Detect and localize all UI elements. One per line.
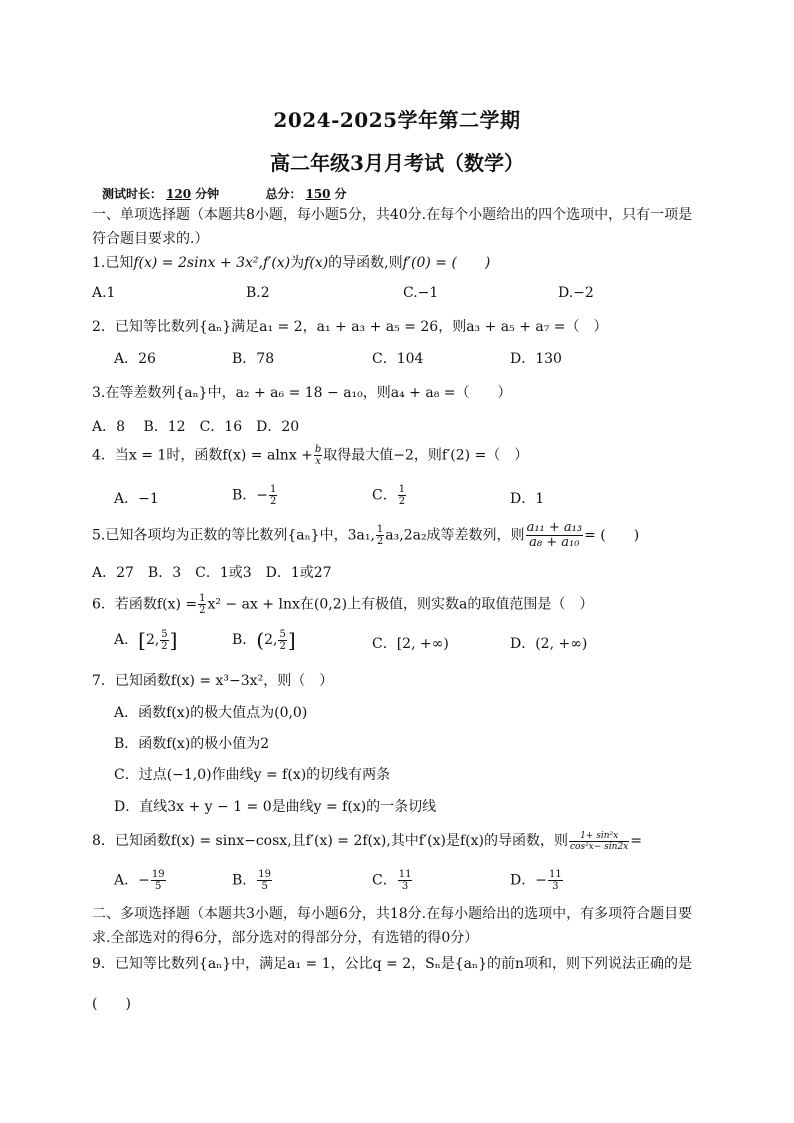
q8-option-d: D．− $\frac{11}{3}$ [510,869,562,892]
q1-option-c: C.−1 [403,285,439,301]
q3-options: A．8 B．12 C．16 D．20 [92,419,300,435]
q8-option-c: C． $\frac{11}{3}$ [372,869,412,892]
question-2: 2．已知等比数列{aₙ}满足a₁ = 2，a₁ + a₃ + a₅ = 26，则a₃ + a₅ + a₇ =（ ） [92,319,608,335]
question-7: 7．已知函数f(x) = x³−3x²，则（ ） [92,673,334,689]
q7-option-b: B．函数f(x)的极小值为2 [114,736,270,752]
question-1: 1.已知f(x) = 2sinx + 3x²,f′(x)为f(x)的导函数,则f′(0) = ( ) [92,255,491,271]
q2-option-a: A．26 [114,351,156,367]
score-label: 总分： [265,187,302,201]
score-unit: 分 [334,187,347,201]
q4-option-b: B．− $\frac{1}{2}$ [232,484,277,507]
q5-options: A．27 B．3 C．1或3 D．1或27 [92,565,332,581]
q4-option-a: A．−1 [114,491,159,507]
question-4: 4．当x = 1时，函数f(x) = alnx + $\frac{b}{x}$ 取得最大值−2，则f′(2) =（ ） [92,444,529,467]
score-value: 150 [305,187,331,201]
section1-heading: 一、单项选择题（本题共8小题，每小题5分，共40分.在每个小题给出的四个选项中，只有一项是符合题目要求的.） [92,207,693,247]
question-9-answer-paren: ( ) [92,996,131,1012]
exam-title-term: 2024-2025学年第二学期 [273,108,521,132]
q1-option-d: D.−2 [558,285,594,301]
q8-option-b: B． $\frac{19}{5}$ [232,869,272,892]
time-label: 测试时长： [102,187,163,201]
fraction: $\frac{b}{x}$ [314,444,322,467]
q6-option-a: A．[2, $\frac{5}{2}$ ] [114,628,178,652]
q4-option-c: C． $\frac{1}{2}$ [372,484,406,507]
q7-option-d: D．直线3x + y − 1 = 0是曲线y = f(x)的一条切线 [114,799,437,815]
question-8: 8．已知函数f(x) = sinx−cosx,且f′(x) = 2f(x),其中f′(x)是f(x)的导函数，则 $\frac{\text{1+ sin²x}}{\text{cos²x− sin2x}}$ = [92,830,642,852]
question-5: 5.已知各项均为正数的等比数列{aₙ}中，3a₁, $\frac{1}{2}$ a₃,2a₂成等差数列，则 $\frac{\text{a₁₁ + a₁₃}}{\text{a₈ + a₁₀}}$ = ( ) [92,520,640,550]
q7-option-c: C．过点(−1,0)作曲线y = f(x)的切线有两条 [114,767,391,783]
q6-option-b: B．(2, $\frac{5}{2}$ ] [232,628,296,652]
section2-heading: 二、多项选择题（本题共3小题，每小题6分，共18分.在每小题给出的选项中，有多项符合题目要求.全部选对的得6分，部分选对的得部分分，有选错的得0分） [92,906,693,946]
question-6: 6．若函数f(x) = $\frac{1}{2}$ x² − ax + lnx在(0,2)上有极值，则实数a的取值范围是（ ） [92,593,594,616]
q2-option-c: C．104 [372,351,424,367]
question-9: 9．已知等比数列{aₙ}中，满足a₁ = 1，公比q = 2，Sₙ是{aₙ}的前n项和，则下列说法正确的是 [92,956,693,972]
exam-meta [102,185,347,202]
exam-title-subject: 高二年级3月月考试（数学） [270,151,524,175]
q7-option-a: A．函数f(x)的极大值点为(0,0) [114,705,308,721]
question-3: 3.在等差数列{aₙ}中，a₂ + a₆ = 18 − a₁₀，则a₄ + a₈ =（ ） [92,385,512,401]
q1-option-b: B.2 [246,285,270,301]
q6-option-d: D．(2, +∞) [510,636,588,652]
time-value: 120 [166,187,192,201]
time-unit: 分钟 [195,187,220,201]
q4-option-d: D．1 [510,491,545,507]
q8-option-a: A．− $\frac{19}{5}$ [114,869,165,892]
q2-option-d: D．130 [510,351,562,367]
q1-option-a: A.1 [92,285,116,301]
q2-option-b: B．78 [232,351,275,367]
q6-option-c: C．[2, +∞) [372,636,449,652]
